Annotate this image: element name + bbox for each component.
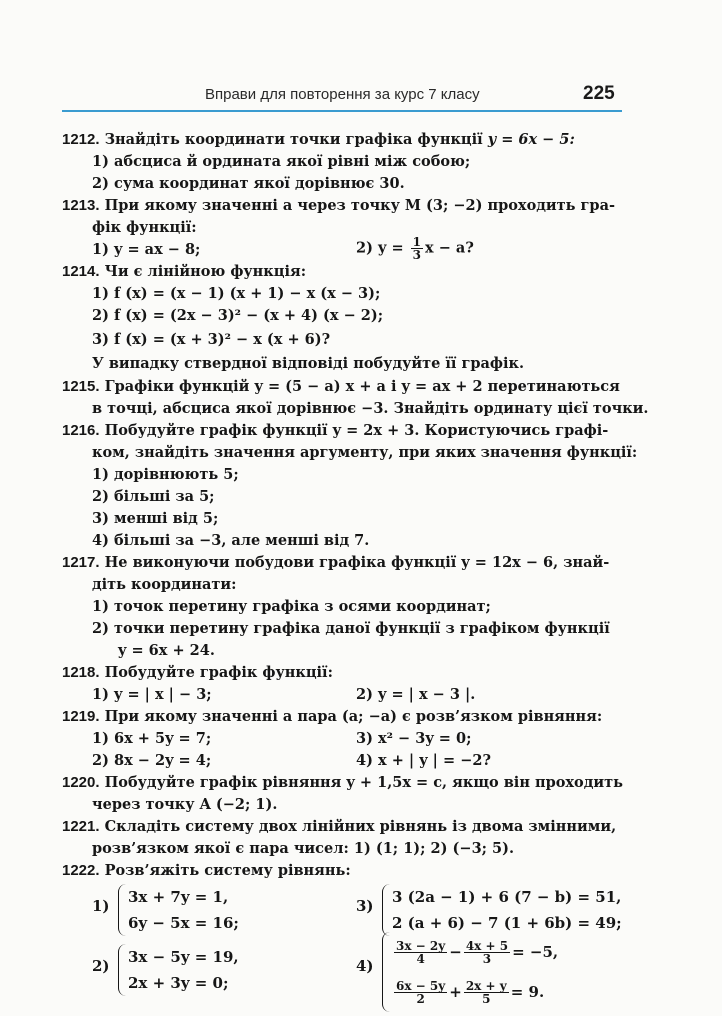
exercise-number: 1221. [62, 818, 100, 835]
exercise-1216-item-1: 1) дорівнюють 5; [92, 466, 239, 483]
exercise-1219-item-2: 2) 8x − 2y = 4; [92, 752, 212, 769]
exercise-text: Складіть систему двох лінійних рівнянь із двома змінними, [99, 818, 617, 835]
exercise-1221 [62, 817, 616, 837]
brace [382, 884, 390, 936]
exercise-1220 [62, 773, 623, 793]
system-1 [118, 884, 298, 936]
exercise-1216-item-4: 4) більші за −3, але менші від 7. [92, 532, 370, 549]
exercise-1222 [62, 861, 351, 881]
operator: − [449, 943, 462, 961]
fraction [394, 980, 447, 1005]
exercise-text: Графіки функцій y = (5 − a) x + a і y = ax + 2 перетинаються [99, 378, 620, 395]
exercise-number: 1222. [62, 862, 100, 879]
fraction [464, 940, 510, 965]
system-equations [128, 884, 239, 936]
fraction-denominator: 2 [416, 991, 425, 1006]
exercise-text-continued: ком, знайдіть значення аргументу, при яких значення функції: [92, 444, 638, 461]
system-equations [392, 932, 558, 1012]
formula: y = 6x − 5: [487, 131, 575, 148]
exercise-text-continued: в точці, абсциса якої дорівнює −3. Знайдіть ординату цієї точки. [92, 400, 649, 417]
item-suffix: x − a? [425, 239, 474, 257]
exercise-text: Не виконуючи побудови графіка функції y = 12x − 6, знай- [99, 554, 610, 571]
brace [118, 884, 126, 936]
fraction-numerator: 2x + y [465, 978, 507, 993]
exercise-text-continued: розв’язком якої є пара чисел: 1) (1; 1); 2) (−3; 5). [92, 840, 515, 857]
exercise-1217-item-2-formula: y = 6x + 24. [118, 642, 215, 659]
equation [392, 972, 558, 1012]
exercise-text: При якому значенні a через точку M (3; −2) проходить гра- [99, 197, 615, 214]
brace [382, 932, 390, 1012]
exercise-text: Побудуйте графік рівняння y + 1,5x = c, якщо він проходить [99, 774, 623, 791]
page-number: 225 [583, 83, 615, 104]
equation-right-side: = −5, [512, 943, 559, 961]
equation: 2x + 3y = 0; [128, 974, 229, 992]
exercise-1212-item-1: 1) абсциса й ордината якої рівні між собою; [92, 153, 471, 170]
system-equations [128, 944, 239, 996]
fraction [464, 980, 509, 1005]
exercise-1214-item-2: 2) f (x) = (2x − 3)² − (x + 4) (x − 2); [92, 307, 384, 324]
exercise-text: Знайдіть координати точки графіка функції [99, 131, 488, 148]
system-1-label: 1) [92, 897, 110, 915]
fraction-denominator: 4 [416, 951, 425, 966]
system-equations [392, 884, 622, 936]
exercise-1217 [62, 553, 609, 573]
exercise-1219-item-4: 4) x + | y | = −2? [356, 752, 491, 769]
equation: 2 (a + 6) − 7 (1 + 6b) = 49; [392, 914, 622, 932]
fraction-numerator: 3x − 2y [396, 938, 446, 953]
header-rule [62, 110, 622, 112]
exercise-1214-note: У випадку ствердної відповіді побудуйте її графік. [92, 355, 524, 372]
fraction-numerator: 1 [412, 235, 422, 249]
exercise-1218 [62, 663, 333, 683]
exercise-1219-item-3: 3) x² − 3y = 0; [356, 730, 472, 747]
exercise-1219-item-1: 1) 6x + 5y = 7; [92, 730, 212, 747]
running-header-title: Вправи для повторення за курс 7 класу [205, 86, 480, 103]
equation [392, 932, 558, 972]
exercise-1218-item-1: 1) y = | x | − 3; [92, 686, 212, 703]
exercise-number: 1220. [62, 774, 100, 791]
exercise-1217-item-1: 1) точок перетину графіка з осями координат; [92, 598, 491, 615]
exercise-1214 [62, 262, 306, 282]
operator: + [449, 983, 462, 1001]
system-2 [118, 944, 298, 996]
exercise-1214-item-3: 3) f (x) = (x + 3)² − x (x + 6)? [92, 331, 331, 348]
exercise-number: 1214. [62, 263, 100, 280]
exercise-number: 1218. [62, 664, 100, 681]
exercise-number: 1212. [62, 131, 100, 148]
fraction [394, 940, 447, 965]
exercise-number: 1217. [62, 554, 100, 571]
exercise-1216-item-3: 3) менші від 5; [92, 510, 219, 527]
exercise-1213-item-1: 1) y = ax − 8; [92, 241, 201, 258]
exercise-text: Побудуйте графік функції y = 2x + 3. Користуючись графі- [99, 422, 609, 439]
exercise-text: Побудуйте графік функції: [99, 664, 333, 681]
exercise-1213 [62, 196, 615, 216]
fraction-numerator: 4x + 5 [465, 938, 509, 953]
exercise-text-continued: через точку A (−2; 1). [92, 796, 278, 813]
brace [118, 944, 126, 996]
exercise-number: 1216. [62, 422, 100, 439]
system-2-label: 2) [92, 957, 110, 975]
system-3-label: 3) [356, 897, 374, 915]
exercise-text: При якому значенні a пара (a; −a) є розв’язком рівняння: [99, 708, 603, 725]
exercise-text: Розв’яжіть систему рівнянь: [99, 862, 351, 879]
exercise-1213-item-2 [356, 236, 474, 261]
exercise-text: Чи є лінійною функція: [99, 263, 307, 280]
exercise-1215 [62, 377, 620, 397]
exercise-text-continued: діть координати: [92, 576, 237, 593]
fraction-denominator: 3 [482, 951, 492, 966]
exercise-1212 [62, 130, 575, 150]
equation: 3x + 7y = 1, [128, 888, 229, 906]
exercise-1217-item-2: 2) точки перетину графіка даної функції з графіком функції [92, 620, 610, 637]
exercise-number: 1219. [62, 708, 100, 725]
exercise-1216 [62, 421, 608, 441]
fraction-numerator: 6x − 5y [396, 978, 446, 993]
exercise-1218-item-2: 2) y = | x − 3 |. [356, 686, 476, 703]
exercise-number: 1215. [62, 378, 100, 395]
equation-right-side: = 9. [510, 983, 545, 1001]
fraction-denominator: 5 [482, 991, 491, 1006]
exercise-1219 [62, 707, 602, 727]
exercise-1212-item-2: 2) сума координат якої дорівнює 30. [92, 175, 405, 192]
equation: 6y − 5x = 16; [128, 914, 239, 932]
exercise-text-continued: фік функції: [92, 219, 197, 236]
system-4-label: 4) [356, 957, 374, 975]
fraction-denominator: 3 [412, 248, 422, 262]
fraction [411, 236, 423, 261]
system-3 [382, 884, 622, 936]
exercise-number: 1213. [62, 197, 100, 214]
system-4 [382, 932, 602, 1012]
equation: 3x − 5y = 19, [128, 948, 239, 966]
equation: 3 (2a − 1) + 6 (7 − b) = 51, [392, 888, 622, 906]
exercise-1214-item-1: 1) f (x) = (x − 1) (x + 1) − x (x − 3); [92, 285, 381, 302]
exercise-1216-item-2: 2) більші за 5; [92, 488, 215, 505]
item-prefix: 2) y = [356, 239, 409, 257]
